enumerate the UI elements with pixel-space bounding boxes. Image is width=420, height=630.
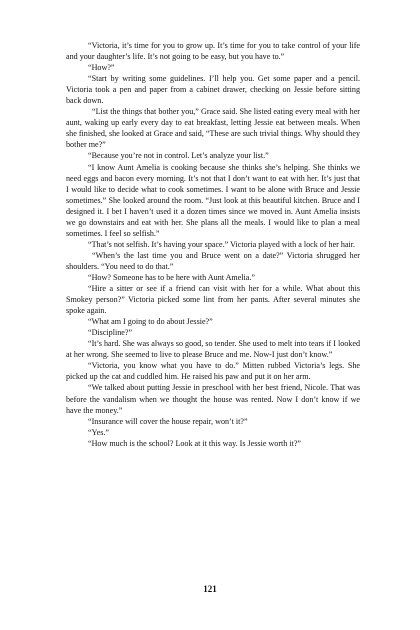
paragraph: “Start by writing some guidelines. I’ll help you. Get some paper and a pencil. Victoria took a pen and paper from a cabinet drawer, checking on Jessie before sitting back down. <box>66 74 360 106</box>
paragraph: “I know Aunt Amelia is cooking because she thinks she’s helping. She thinks we need eggs and bacon every morning. It’s not that I don’t want to eat with her. It’s just that I would like to decide what to cook sometimes. I want to be alone with Bruce and Jessie sometimes.” She looked around the room. “Just look at this beautiful kitchen. Bruce and I designed it. I bet I haven’t used it a dozen times since we moved in. Aunt Amelia insists we go downstairs and eat with her. She plans all the meals. I would like to plan a meal sometimes. I feel so selfish.” <box>66 162 360 238</box>
paragraph: “That’s not selfish. It’s having your space.” Victoria played with a lock of her hair. <box>88 239 356 249</box>
page-number: 121 <box>203 584 217 594</box>
paragraph: “List the things that bother you,” Grace said. She listed eating every meal with her aunt, waking up early every day to eat breakfast, letting Jessie eat between meals. When she finished, she looked at Grace and said, “These are such trivial things. Why should they bother me?” <box>66 107 360 150</box>
paragraph: “Because you’re not in control. Let’s analyze your list.” <box>88 151 269 161</box>
paragraph: “How? Someone has to be here with Aunt Amelia.” <box>88 272 256 282</box>
paragraph: “Hire a sitter or see if a friend can visit with her for a while. What about this Smokey person?” Victoria picked some lint from her pants. After several minutes she spoke again. <box>66 284 360 316</box>
paragraph: “We talked about putting Jessie in preschool with her best friend, Nicole. That was before the vandalism when we thought the house was rented. Now I don’t know if we have the money.” <box>66 383 360 415</box>
paragraph: “Victoria, you know what you have to do.” Mitten rubbed Victoria’s legs. She picked up the cat and cuddled him. He raised his paw and put it on her arm. <box>66 361 360 382</box>
paragraph: “Insurance will cover the house repair, won’t it?” <box>88 416 248 426</box>
paragraph: “It’s hard. She was always so good, so tender. She used to melt into tears if I looked at her wrong. She seemed to live to please Bruce and me. Now-I just don’t know.” <box>66 339 360 360</box>
paragraph: “What am I going to do about Jessie?” <box>88 317 213 327</box>
body-text <box>66 40 360 449</box>
paragraph: “Victoria, it’s time for you to grow up. It’s time for you to take control of your life and your daughter’s life. It’s not going to be easy, but you have to.” <box>66 41 360 62</box>
paragraph: “Yes.” <box>88 427 109 437</box>
paragraph: “Discipline?” <box>88 328 133 338</box>
paragraph: “When’s the last time you and Bruce went on a date?” Victoria shrugged her shoulders. “You need to do that.” <box>66 250 360 271</box>
paragraph: “How much is the school? Look at it this way. Is Jessie worth it?” <box>88 438 302 448</box>
paragraph: “How?” <box>88 63 115 73</box>
